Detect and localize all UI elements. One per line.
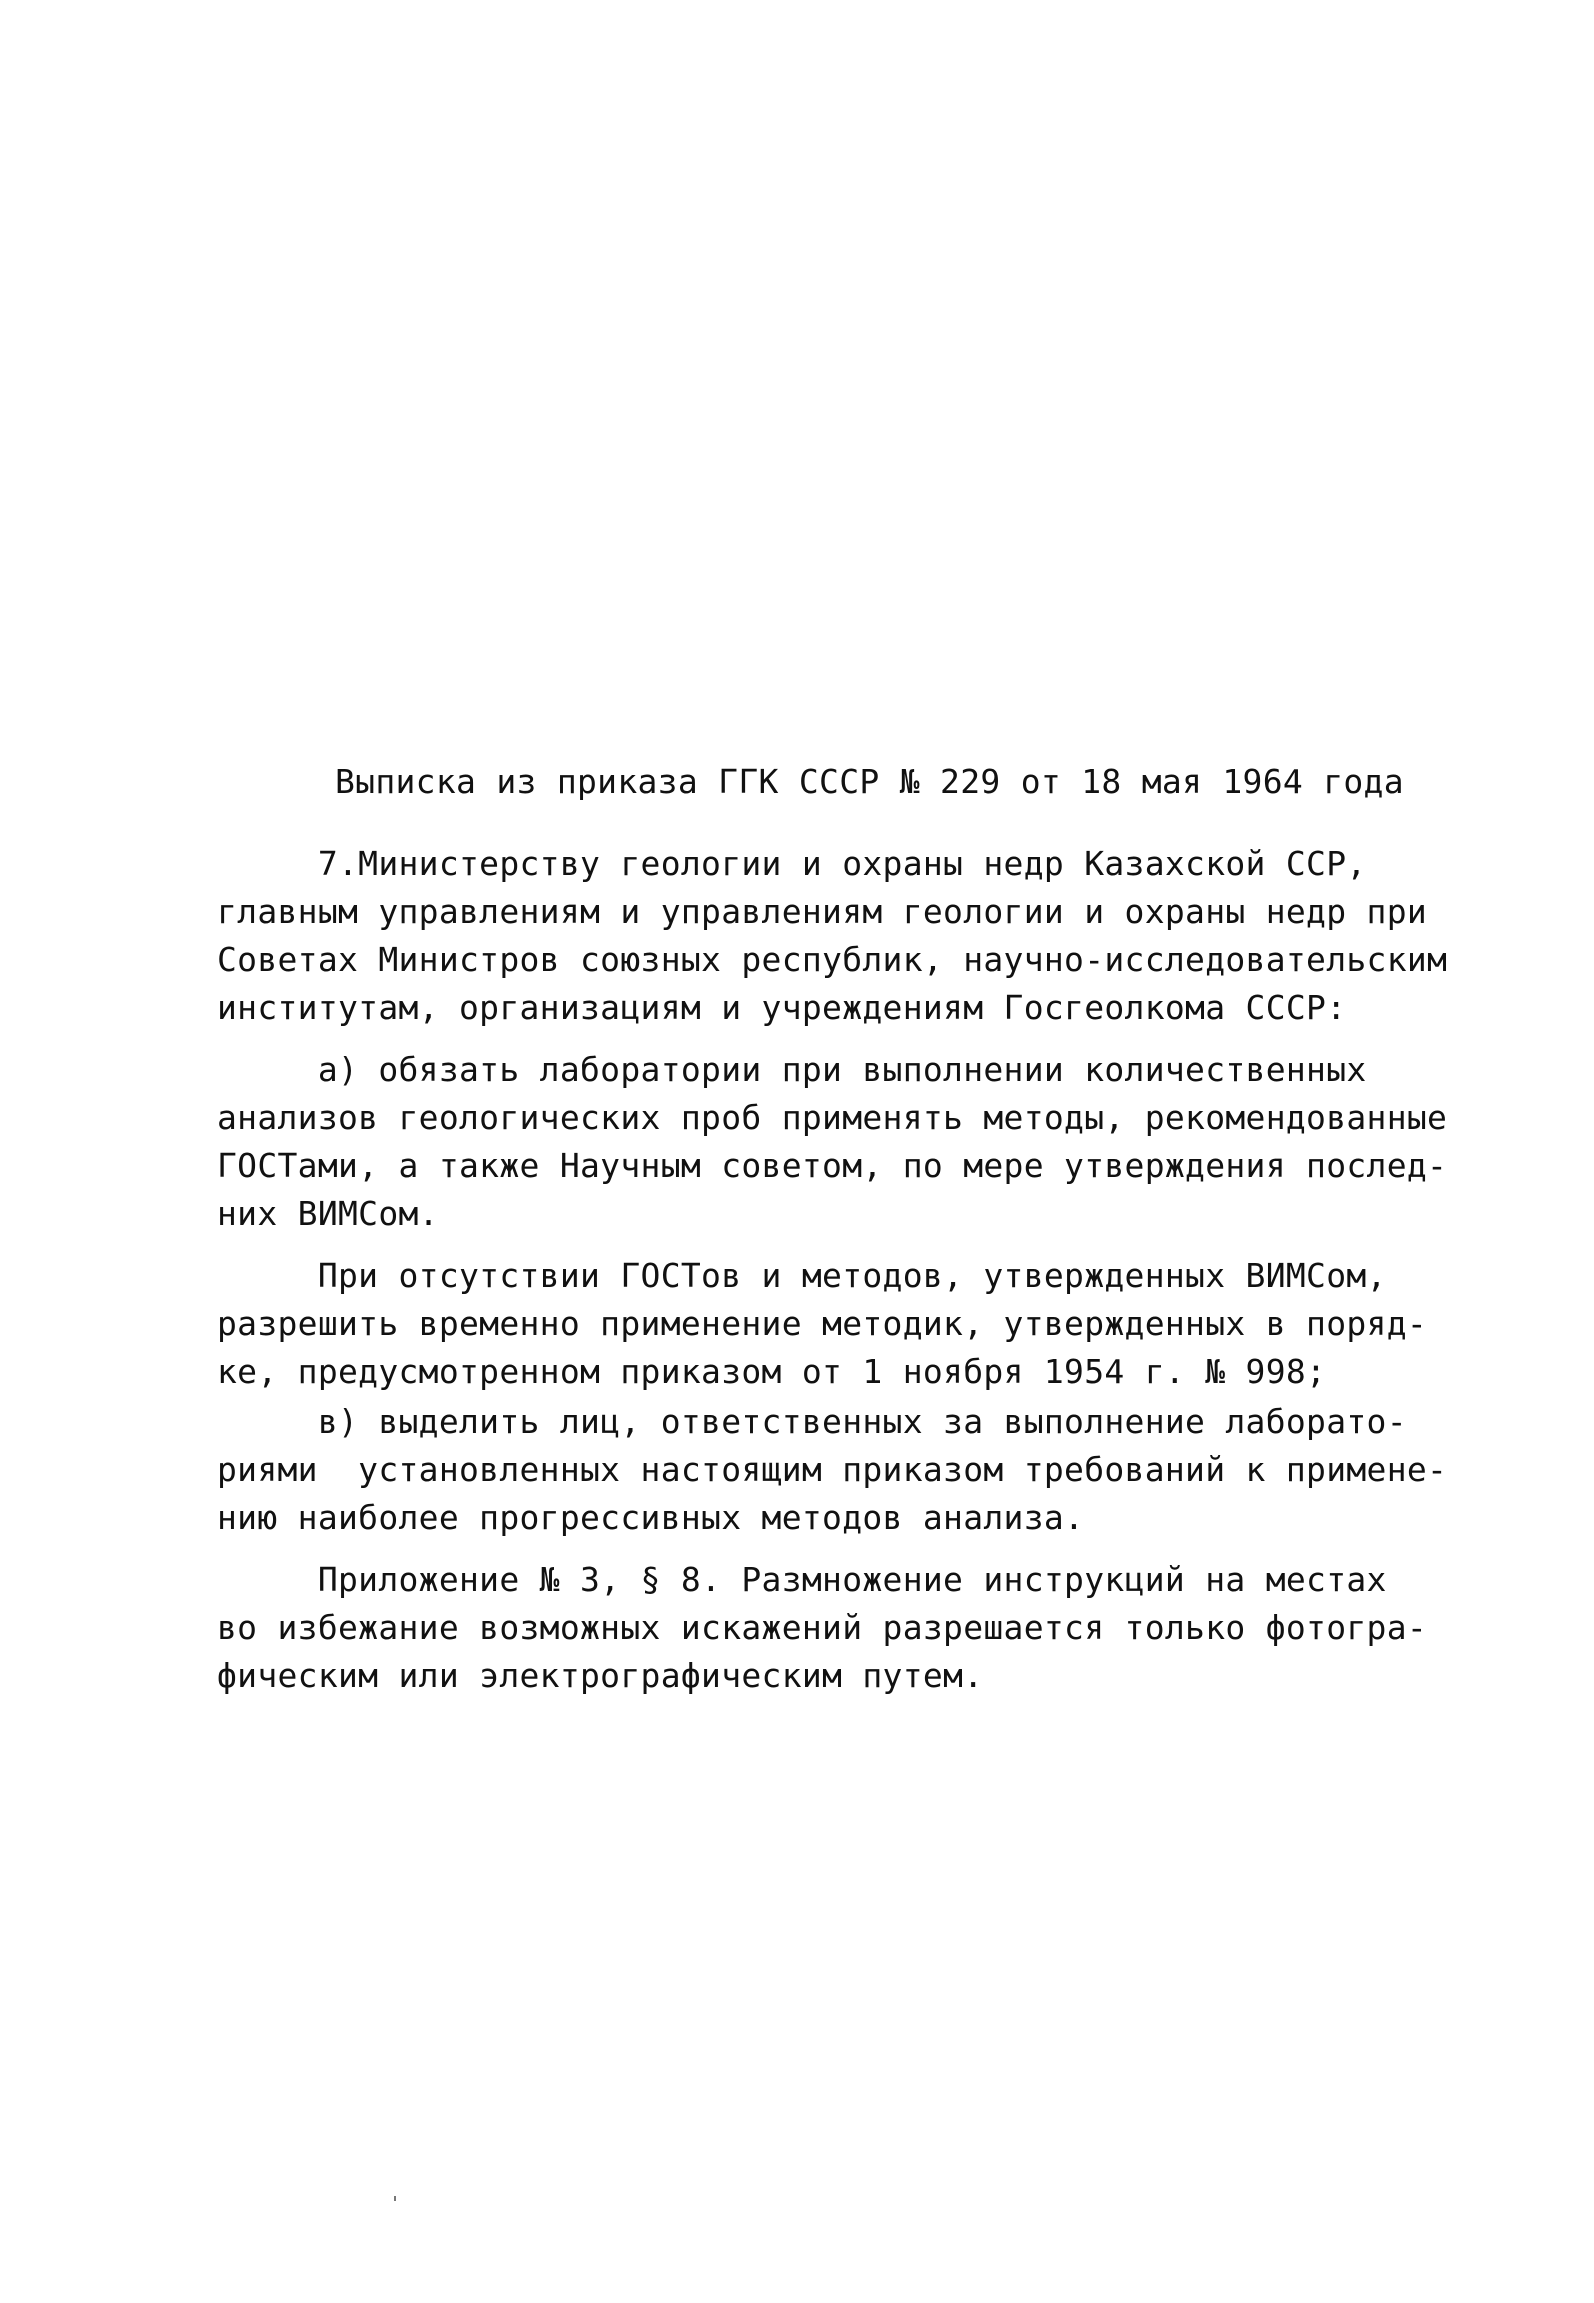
document-body	[217, 758, 1448, 1714]
scan-speck	[394, 2196, 396, 2201]
paragraph-line: риями установленных настоящим приказом требований к примене-	[217, 1450, 1448, 1489]
paragraph-line: При отсутствии ГОСТов и методов, утвержденных ВИМСом,	[217, 1256, 1387, 1295]
paragraph-4	[217, 1398, 1448, 1542]
paragraph-line: них ВИМСом.	[217, 1194, 439, 1233]
paragraph-2	[217, 1046, 1448, 1238]
paragraph-line: анализов геологических проб применять методы, рекомендованные	[217, 1098, 1448, 1137]
paragraph-line: ГОСТами, а также Научным советом, по мере утверждения послед-	[217, 1146, 1448, 1185]
paragraph-line: фическим или электрографическим путем.	[217, 1656, 984, 1695]
paragraph-line: разрешить временно применение методик, утвержденных в поряд-	[217, 1304, 1428, 1343]
paragraph-1	[217, 840, 1448, 1032]
paragraph-line: Приложение № 3, § 8. Размножение инструкций на местах	[217, 1560, 1387, 1599]
paragraph-5	[217, 1556, 1428, 1700]
paragraph-line: Советах Министров союзных республик, научно-исследовательским	[217, 940, 1448, 979]
paragraph-line: главным управлениям и управлениям геологии и охраны недр при	[217, 892, 1428, 931]
paragraph-line: ке, предусмотренном приказом от 1 ноября 1954 г. № 998;	[217, 1352, 1327, 1391]
paragraph-line: 7.Министерству геологии и охраны недр Казахской ССР,	[217, 844, 1367, 883]
paragraph-line: нию наиболее прогрессивных методов анализа.	[217, 1498, 1085, 1537]
paragraph-line: в) выделить лиц, ответственных за выполнение лаборато-	[217, 1402, 1407, 1441]
paragraph-3	[217, 1252, 1428, 1396]
paragraph-line: а) обязать лаборатории при выполнении количественных	[217, 1050, 1367, 1089]
paragraph-line: во избежание возможных искажений разрешается только фотогра-	[217, 1608, 1428, 1647]
document-title: Выписка из приказа ГГК СССР № 229 от 18 мая 1964 года	[335, 762, 1404, 801]
paragraph-line: институтам, организациям и учреждениям Госгеолкома СССР:	[217, 988, 1347, 1027]
